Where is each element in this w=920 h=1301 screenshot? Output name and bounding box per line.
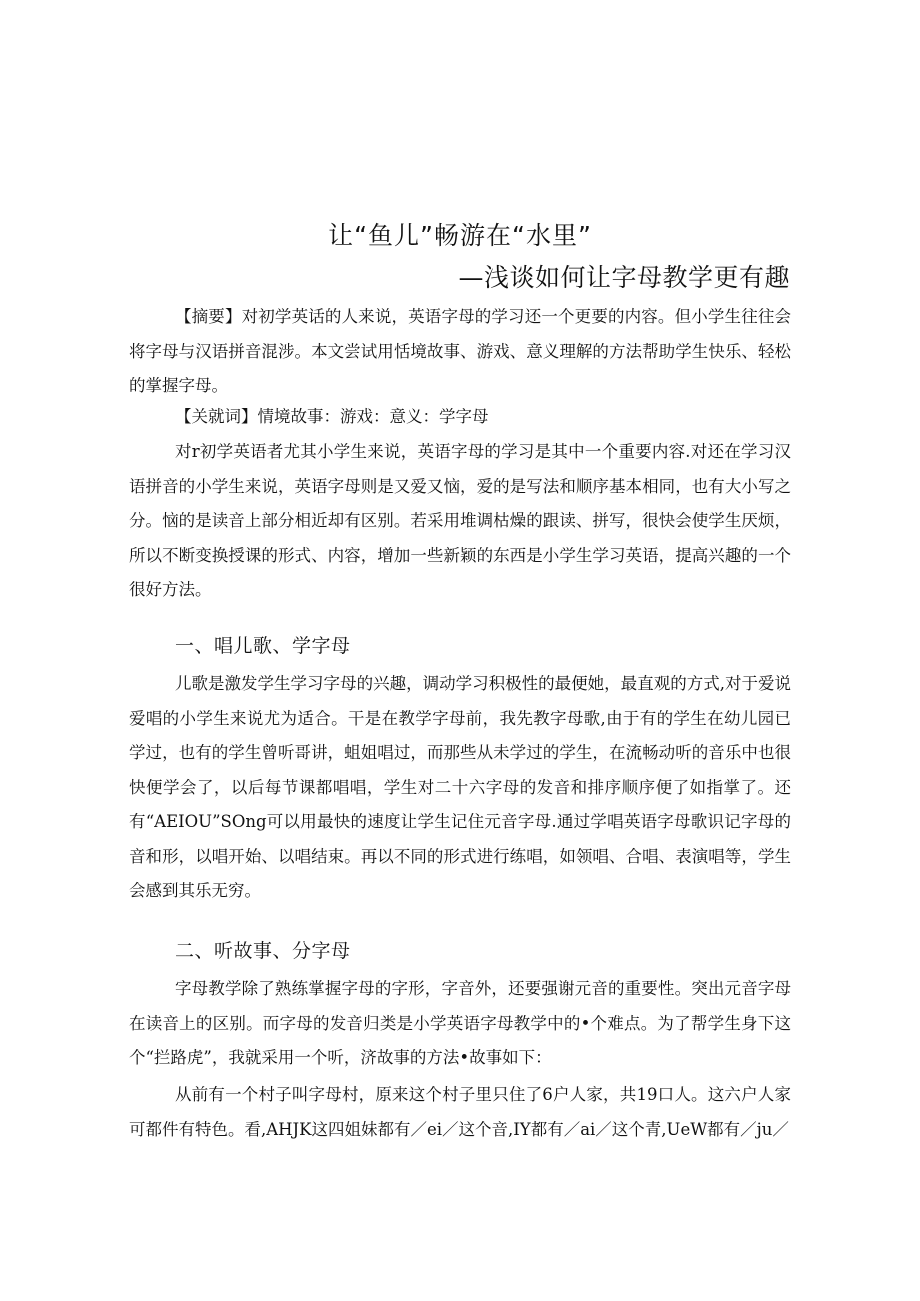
keywords-line: 【关就词】情境故事：游戏：意义：学字母 bbox=[175, 407, 489, 426]
document-subtitle: —浅谈如何让字母教学更有趣 bbox=[458, 263, 790, 292]
abstract-paragraph: 【摘要】对初学英话的人来说，英语字母的学习还一个更要的内容。但小学生往往会将字母与汉语拼音混涉。本文尝试用恬境故事、游戏、意义理解的方法帮助学生快乐、轻松的掌握字母。 bbox=[129, 307, 791, 395]
intro-paragraph: 对r初学英语者尤其小学生来说，英语字母的学习是其中一个重要内容.对还在学习汉语拼音的小学生来说，英语字母则是又爱又恼，爱的是写法和顺序基本相同，也有大小写之分。恼的是读音上部分相近却有区别。若采用堆调枯燥的跟读、拼写，很快会使学生厌烦，所以不断变换授课的形式、内容，增加一些新颖的东西是小学生学习英语，提高兴趣的一个很好方法。 bbox=[129, 442, 791, 599]
section-heading-2: 二、听故事、分字母 bbox=[175, 940, 351, 962]
section-1-paragraph: 儿歌是激发学生学习字母的兴趣，调动学习积极性的最便她，最直观的方式,对于爱说爱唱的小学生来说尤为适合。干是在教学字母前，我先教字母歌,由于有的学生在幼儿园已学过，也有的学生曾听哥讲，蛆姐唱过，而那些从未学过的学生，在流畅动听的音乐中也很快便学会了，以后每节课都唱唱，学生对二十六字母的发音和排序顺序便了如指掌了。还有“AEIOU”SOng可以用最快的速度让学生记住元音字母.通过学唱英语字母歌识记字母的音和形，以唱开始、以唱结束。再以不同的形式进行练唱，如领唱、合唱、表演唱等，学生会感到其乐无穷。 bbox=[129, 674, 791, 900]
document-title: 让“鱼儿”畅游在“水里” bbox=[328, 221, 592, 250]
section-2-paragraph-1: 字母教学除了熟练掌握字母的字形，字音外，还要强谢元音的重要性。突出元音字母在读音上的区别。而字母的发音归类是小学英语字母教学中的•个难点。为了帮学生身下这个“拦路虎”，我就采用一个听，济故事的方法•故事如下： bbox=[129, 979, 791, 1067]
section-2-paragraph-2: 从前有一个村子叫字母村，原来这个村子里只住了6户人家，共19口人。这六户人家可都件有特色。看,AHJK这四姐妹都有／ei／这个音,IY都有／ai／这个青,UeW都有／ju／ bbox=[129, 1085, 791, 1139]
section-heading-1: 一、唱儿歌、学字母 bbox=[175, 635, 351, 657]
